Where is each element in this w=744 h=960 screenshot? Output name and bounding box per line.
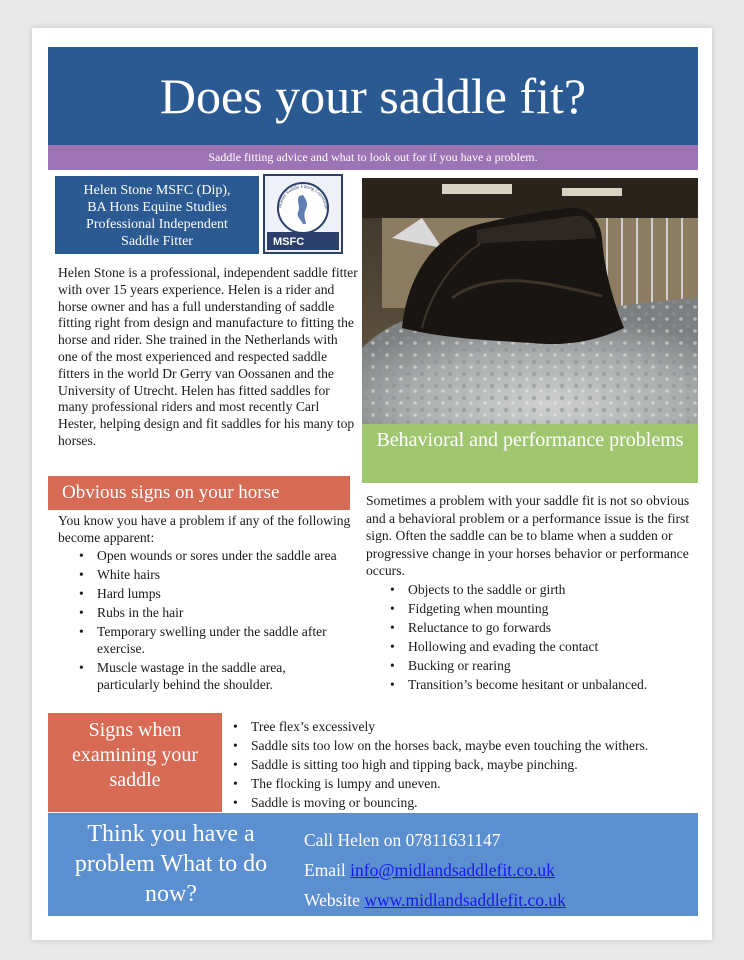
bullet-icon: • bbox=[79, 624, 84, 639]
bullet-icon: • bbox=[79, 586, 84, 601]
bullet-icon: • bbox=[233, 776, 238, 791]
list-item: • Open wounds or sores under the saddle area bbox=[79, 548, 337, 563]
msfc-logo bbox=[263, 174, 343, 254]
list-item: • Temporary swelling under the saddle after exercise. bbox=[79, 624, 327, 656]
page-title: Does your saddle fit? bbox=[159, 68, 587, 124]
bullet-icon: • bbox=[79, 660, 84, 675]
contact-footer bbox=[48, 813, 698, 916]
list-item: • Saddle sits too low on the horses back, maybe even touching the withers. bbox=[233, 738, 649, 753]
logo-arc-text: Master Saddle Fitting Consultant bbox=[278, 184, 329, 210]
saddle-signs-heading: Signs when examining your saddle bbox=[48, 713, 222, 812]
behavioral-list bbox=[388, 581, 698, 695]
subtitle-bar: Saddle fitting advice and what to look out for if you have a problem. bbox=[48, 145, 698, 170]
email-link[interactable]: info@midlandsaddlefit.co.uk bbox=[350, 860, 555, 880]
about-paragraph: Helen Stone is a professional, independent saddle fitter with over 15 years experience. Helen is a rider and horse owner and has a full understanding of saddle fitting right from design and manufacture to fitting the horse and rider. She trained in the Netherlands with one of the most experienced and respected saddle fitters in the world Dr Gerry van Oossanen and the University of Utrecht. Helen has fitted saddles for many professional riders and most recently Carl Hester, helping design and fit saddles for his many top horses. bbox=[58, 265, 358, 448]
list-item: • Hollowing and evading the contact bbox=[390, 639, 599, 654]
contact-details bbox=[304, 825, 566, 915]
list-item: • Fidgeting when mounting bbox=[390, 601, 549, 616]
fitter-credentials bbox=[55, 176, 259, 254]
bullet-icon: • bbox=[79, 567, 84, 582]
list-item: • Bucking or rearing bbox=[390, 658, 511, 673]
credential-line: Professional Independent bbox=[86, 217, 228, 232]
behavioral-heading: Behavioral and performance problems bbox=[362, 424, 698, 483]
website-label: Website bbox=[304, 890, 360, 910]
credential-line: Saddle Fitter bbox=[121, 234, 193, 249]
list-item: • White hairs bbox=[79, 567, 161, 582]
website-line bbox=[304, 885, 566, 915]
bullet-icon: • bbox=[390, 601, 395, 616]
bullet-icon: • bbox=[390, 677, 395, 692]
obvious-signs-intro: You know you have a problem if any of the following become apparent: bbox=[58, 513, 351, 545]
list-item: • The flocking is lumpy and uneven. bbox=[233, 776, 441, 791]
list-item: • Muscle wastage in the saddle area, particularly behind the shoulder. bbox=[79, 660, 286, 692]
title-banner bbox=[48, 47, 698, 145]
credential-line: BA Hons Equine Studies bbox=[87, 200, 227, 215]
saddle-photo-image bbox=[362, 178, 698, 424]
obvious-signs-heading: Obvious signs on your horse bbox=[48, 476, 350, 510]
list-item: • Saddle is moving or bouncing. bbox=[233, 795, 418, 810]
bullet-icon: • bbox=[233, 795, 238, 810]
behavioral-intro: Sometimes a problem with your saddle fit is not so obvious and a behavioral problem or a performance issue is the first sign. Often the saddle can be to blame when a sudden or progressive change in your horses behavior or performance occurs. bbox=[366, 493, 690, 578]
bullet-icon: • bbox=[390, 639, 395, 654]
email-line bbox=[304, 855, 566, 885]
phone-line: Call Helen on 07811631147 bbox=[304, 830, 501, 850]
bullet-icon: • bbox=[390, 658, 395, 673]
list-item: • Hard lumps bbox=[79, 586, 161, 601]
call-to-action: Think you have a problem What to do now? bbox=[74, 821, 268, 907]
saddle-photo bbox=[362, 178, 698, 424]
list-item: • Objects to the saddle or girth bbox=[390, 582, 566, 597]
website-link[interactable]: www.midlandsaddlefit.co.uk bbox=[364, 890, 566, 910]
bullet-icon: • bbox=[390, 620, 395, 635]
credential-line: Helen Stone MSFC (Dip), bbox=[83, 183, 231, 198]
saddle-signs-list bbox=[231, 718, 701, 813]
email-label: Email bbox=[304, 860, 346, 880]
bullet-icon: • bbox=[233, 757, 238, 772]
bullet-icon: • bbox=[233, 738, 238, 753]
bullet-icon: • bbox=[79, 548, 84, 563]
bullet-icon: • bbox=[390, 582, 395, 597]
list-item: • Transition’s become hesitant or unbalanced. bbox=[390, 677, 648, 692]
bullet-icon: • bbox=[79, 605, 84, 620]
list-item: • Reluctance to go forwards bbox=[390, 620, 552, 635]
msfc-logo-graphic bbox=[265, 176, 341, 252]
bullet-icon: • bbox=[233, 719, 238, 734]
logo-label: MSFC bbox=[273, 236, 305, 248]
obvious-signs-list bbox=[77, 547, 347, 695]
list-item: • Saddle is sitting too high and tipping back, maybe pinching. bbox=[233, 757, 578, 772]
list-item: • Rubs in the hair bbox=[79, 605, 184, 620]
list-item: • Tree flex’s excessively bbox=[233, 719, 376, 734]
